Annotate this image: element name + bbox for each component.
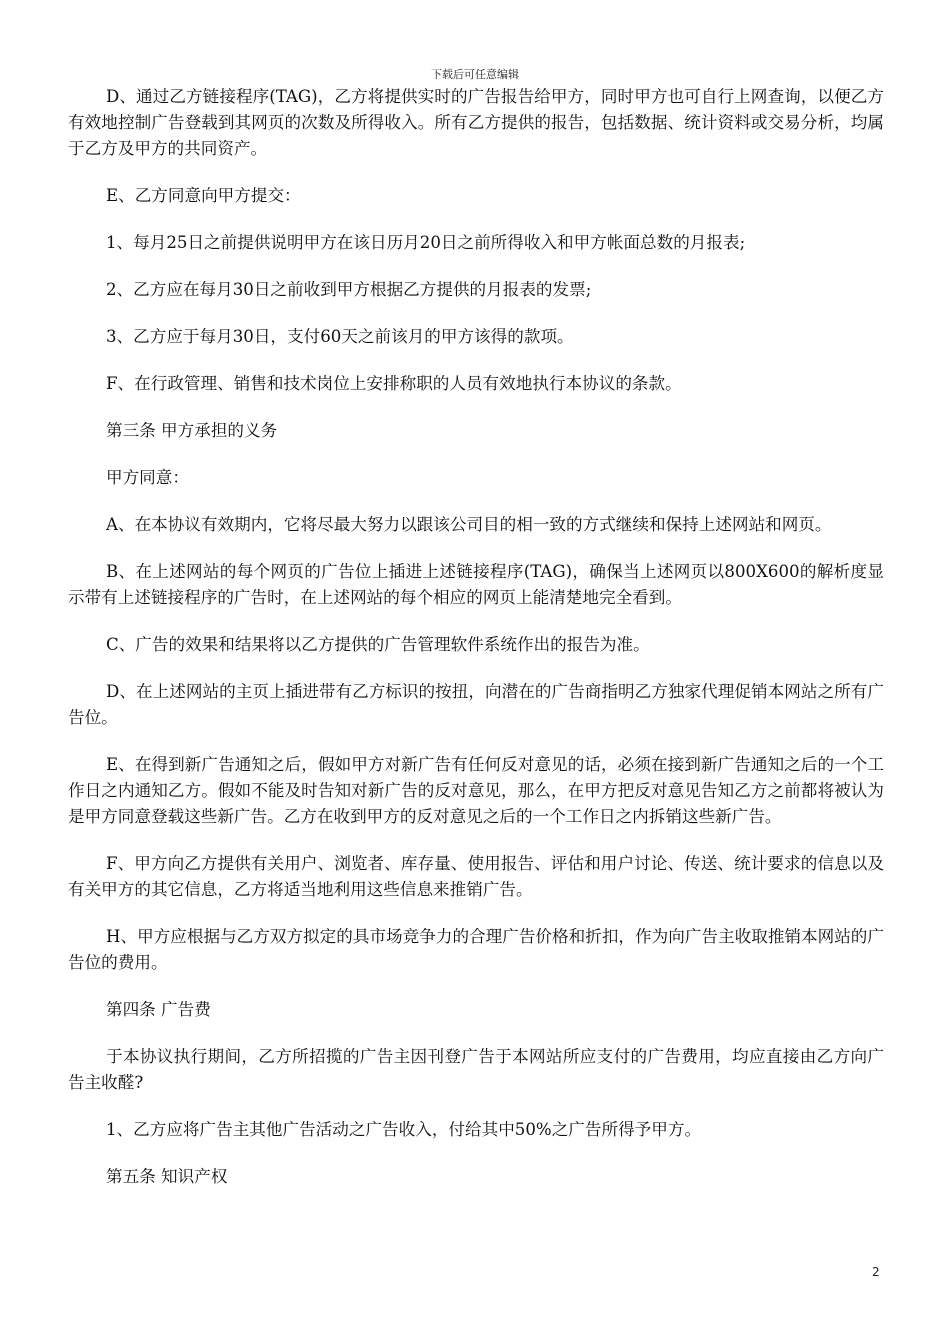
paragraph-b-insert-tag: B、在上述网站的每个网页的广告位上插进上述链接程序(TAG)，确保当上述网页以800X600的解析度显示带有上述链接程序的广告时，在上述网站的每个相应的网页上能清楚地完全看到。: [68, 562, 884, 607]
header-note: 下载后可任意编辑: [431, 68, 519, 81]
paragraph-item-1-revenue: 1、乙方应将广告主其他广告活动之广告收入，付给其中50%之广告所得予甲方。: [106, 1120, 702, 1139]
paragraph-item-2: 2、乙方应在每月30日之前收到甲方根据乙方提供的月报表的发票;: [106, 280, 592, 299]
paragraph-c-results: C、广告的效果和结果将以乙方提供的广告管理软件系统作出的报告为准。: [106, 635, 650, 654]
paragraph-item-3: 3、乙方应于每月30日，支付60天之前该月的甲方该得的款项。: [106, 327, 574, 346]
paragraph-f-staff: F、在行政管理、销售和技术岗位上安排称职的人员有效地执行本协议的条款。: [106, 374, 682, 393]
paragraph-h-pricing: H、甲方应根据与乙方双方拟定的具市场竞争力的合理广告价格和折扣，作为向广告主收取推销本网站的广告位的费用。: [68, 927, 884, 972]
paragraph-f-information: F、甲方向乙方提供有关用户、浏览者、库存量、使用报告、评估和用户讨论、传送、统计要求的信息以及有关甲方的其它信息，乙方将适当地利用这些信息来推销广告。: [68, 854, 884, 899]
document-body: [68, 84, 884, 1211]
section-heading-article-3: 第三条 甲方承担的义务: [106, 421, 278, 440]
paragraph-d-tag-reports: D、通过乙方链接程序(TAG)，乙方将提供实时的广告报告给甲方，同时甲方也可自行上网查询，以便乙方有效地控制广告登载到其网页的次数及所得收入。所有乙方提供的报告，包括数据、统计资料或交易分析，均属于乙方及甲方的共同资产。: [68, 87, 884, 158]
paragraph-item-1: 1、每月25日之前提供说明甲方在该日历月20日之前所得收入和甲方帐面总数的月报表;: [106, 233, 746, 252]
section-heading-article-4: 第四条 广告费: [106, 1000, 211, 1019]
section-heading-article-5: 第五条 知识产权: [106, 1167, 228, 1186]
paragraph-party-a-agrees: 甲方同意：: [106, 468, 189, 487]
page-number: 2: [872, 1265, 880, 1279]
paragraph-a-maintain: A、在本协议有效期内，它将尽最大努力以跟该公司目的相一致的方式继续和保持上述网站和网页。: [106, 515, 832, 534]
paragraph-ad-fees: 于本协议执行期间，乙方所招揽的广告主因刊登广告于本网站所应支付的广告费用，均应直接由乙方向广告主收醛?: [68, 1047, 884, 1092]
paragraph-e-submit: E、乙方同意向甲方提交：: [106, 186, 301, 205]
paragraph-d-button: D、在上述网站的主页上插进带有乙方标识的按扭，向潜在的广告商指明乙方独家代理促销本网站之所有广告位。: [68, 682, 884, 727]
paragraph-e-objections: E、在得到新广告通知之后，假如甲方对新广告有任何反对意见的话，必须在接到新广告通知之后的一个工作日之内通知乙方。假如不能及时告知对新广告的反对意见，那么，在甲方把反对意见告知乙方之前都将被认为是甲方同意登载这些新广告。乙方在收到甲方的反对意见之后的一个工作日之内拆销这些新广告。: [68, 755, 884, 826]
